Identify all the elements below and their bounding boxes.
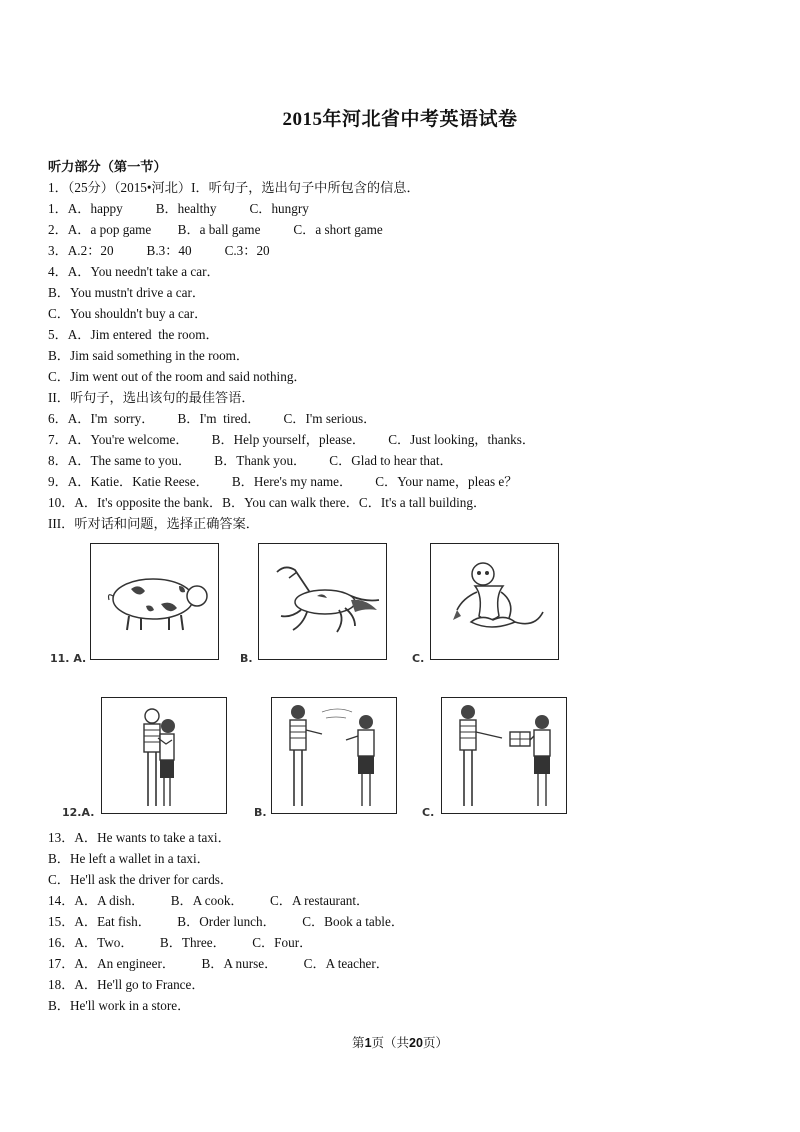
q12-picture-b-talk bbox=[271, 697, 397, 814]
q12-label-c: C. bbox=[422, 806, 435, 819]
text-line: 14．A．A dish． B．A cook． C．A restaurant． bbox=[48, 893, 370, 908]
footer-total-pages: 20 bbox=[409, 1036, 423, 1050]
q12-label-a: 12.A. bbox=[62, 806, 95, 819]
text-line: 10．A．It's opposite the bank．B．You can walk there．C．It's a tall building． bbox=[48, 495, 487, 510]
footer-suffix: 页） bbox=[422, 1036, 448, 1050]
text-line: 7．A．You're welcome． B．Help yourself，please． C．Just looking，thanks． bbox=[48, 432, 536, 447]
people-talk-icon bbox=[272, 698, 396, 813]
text-line: 9．A．Katie．Katie Reese． B．Here's my name． C．Your name，pleas e？ bbox=[48, 474, 518, 489]
text-line: 15．A．Eat fish． B．Order lunch． C．Book a table． bbox=[48, 914, 405, 929]
q11-picture-a-pig bbox=[90, 543, 219, 660]
text-line: 6．A．I'm sorry． B．I'm tired． C．I'm serious． bbox=[48, 411, 377, 426]
footer-prefix: 第 bbox=[352, 1036, 365, 1050]
q11-picture-b-horse bbox=[258, 543, 387, 660]
q11-label-c: C. bbox=[412, 652, 425, 665]
text-line: 1．（25分）（2015•河北）I．听句子，选出句子中所包含的信息． bbox=[48, 180, 420, 195]
text-line: 13．A．He wants to take a taxi． bbox=[48, 830, 231, 845]
footer-page-number: 1 bbox=[364, 1036, 372, 1050]
people-hug-icon bbox=[102, 698, 226, 813]
text-line: III．听对话和问题，选择正确答案． bbox=[48, 516, 259, 531]
q12-label-b: B. bbox=[254, 806, 267, 819]
text-line: 16．A．Two． B．Three． C．Four． bbox=[48, 935, 313, 950]
page-footer bbox=[0, 1033, 800, 1051]
text-line: B．He left a wallet in a taxi． bbox=[48, 851, 210, 866]
text-line: 5．A．Jim entered the room． bbox=[48, 327, 219, 342]
q12-picture-a-hug bbox=[101, 697, 227, 814]
text-line: B．You mustn't drive a car． bbox=[48, 285, 206, 300]
text-line: 2．A．a pop game B．a ball game C．a short game bbox=[48, 222, 383, 237]
text-line: 1．A．happy B．healthy C．hungry bbox=[48, 201, 309, 216]
text-line: C．Jim went out of the room and said nothing． bbox=[48, 369, 307, 384]
text-line: 17．A．An engineer． B．A nurse． C．A teacher． bbox=[48, 956, 389, 971]
section-header: 听力部分（第一节） bbox=[48, 159, 167, 174]
exam-title: 2015年河北省中考英语试卷 bbox=[282, 109, 518, 130]
text-line: C．He'll ask the driver for cards． bbox=[48, 872, 234, 887]
text-line: B．He'll work in a store． bbox=[48, 998, 191, 1013]
text-line: II．听句子，选出该句的最佳答语． bbox=[48, 390, 255, 405]
q12-picture-c-gift bbox=[441, 697, 567, 814]
q11-label-a: 11. A. bbox=[50, 652, 87, 665]
q11-picture-c-monkey bbox=[430, 543, 559, 660]
people-gift-icon bbox=[442, 698, 566, 813]
text-line: 3．A.2：20 B.3：40 C.3：20 bbox=[48, 243, 270, 258]
pig-icon bbox=[91, 544, 218, 659]
monkey-icon bbox=[431, 544, 558, 659]
text-line: 18．A．He'll go to France． bbox=[48, 977, 205, 992]
footer-mid: 页（共 bbox=[371, 1036, 410, 1050]
horse-icon bbox=[259, 544, 386, 659]
text-line: 4．A．You needn't take a car． bbox=[48, 264, 220, 279]
text-line: C．You shouldn't buy a car． bbox=[48, 306, 208, 321]
text-line: 8．A．The same to you． B．Thank you． C．Glad to hear that． bbox=[48, 453, 453, 468]
q11-label-b: B. bbox=[240, 652, 253, 665]
text-line: B．Jim said something in the room． bbox=[48, 348, 250, 363]
